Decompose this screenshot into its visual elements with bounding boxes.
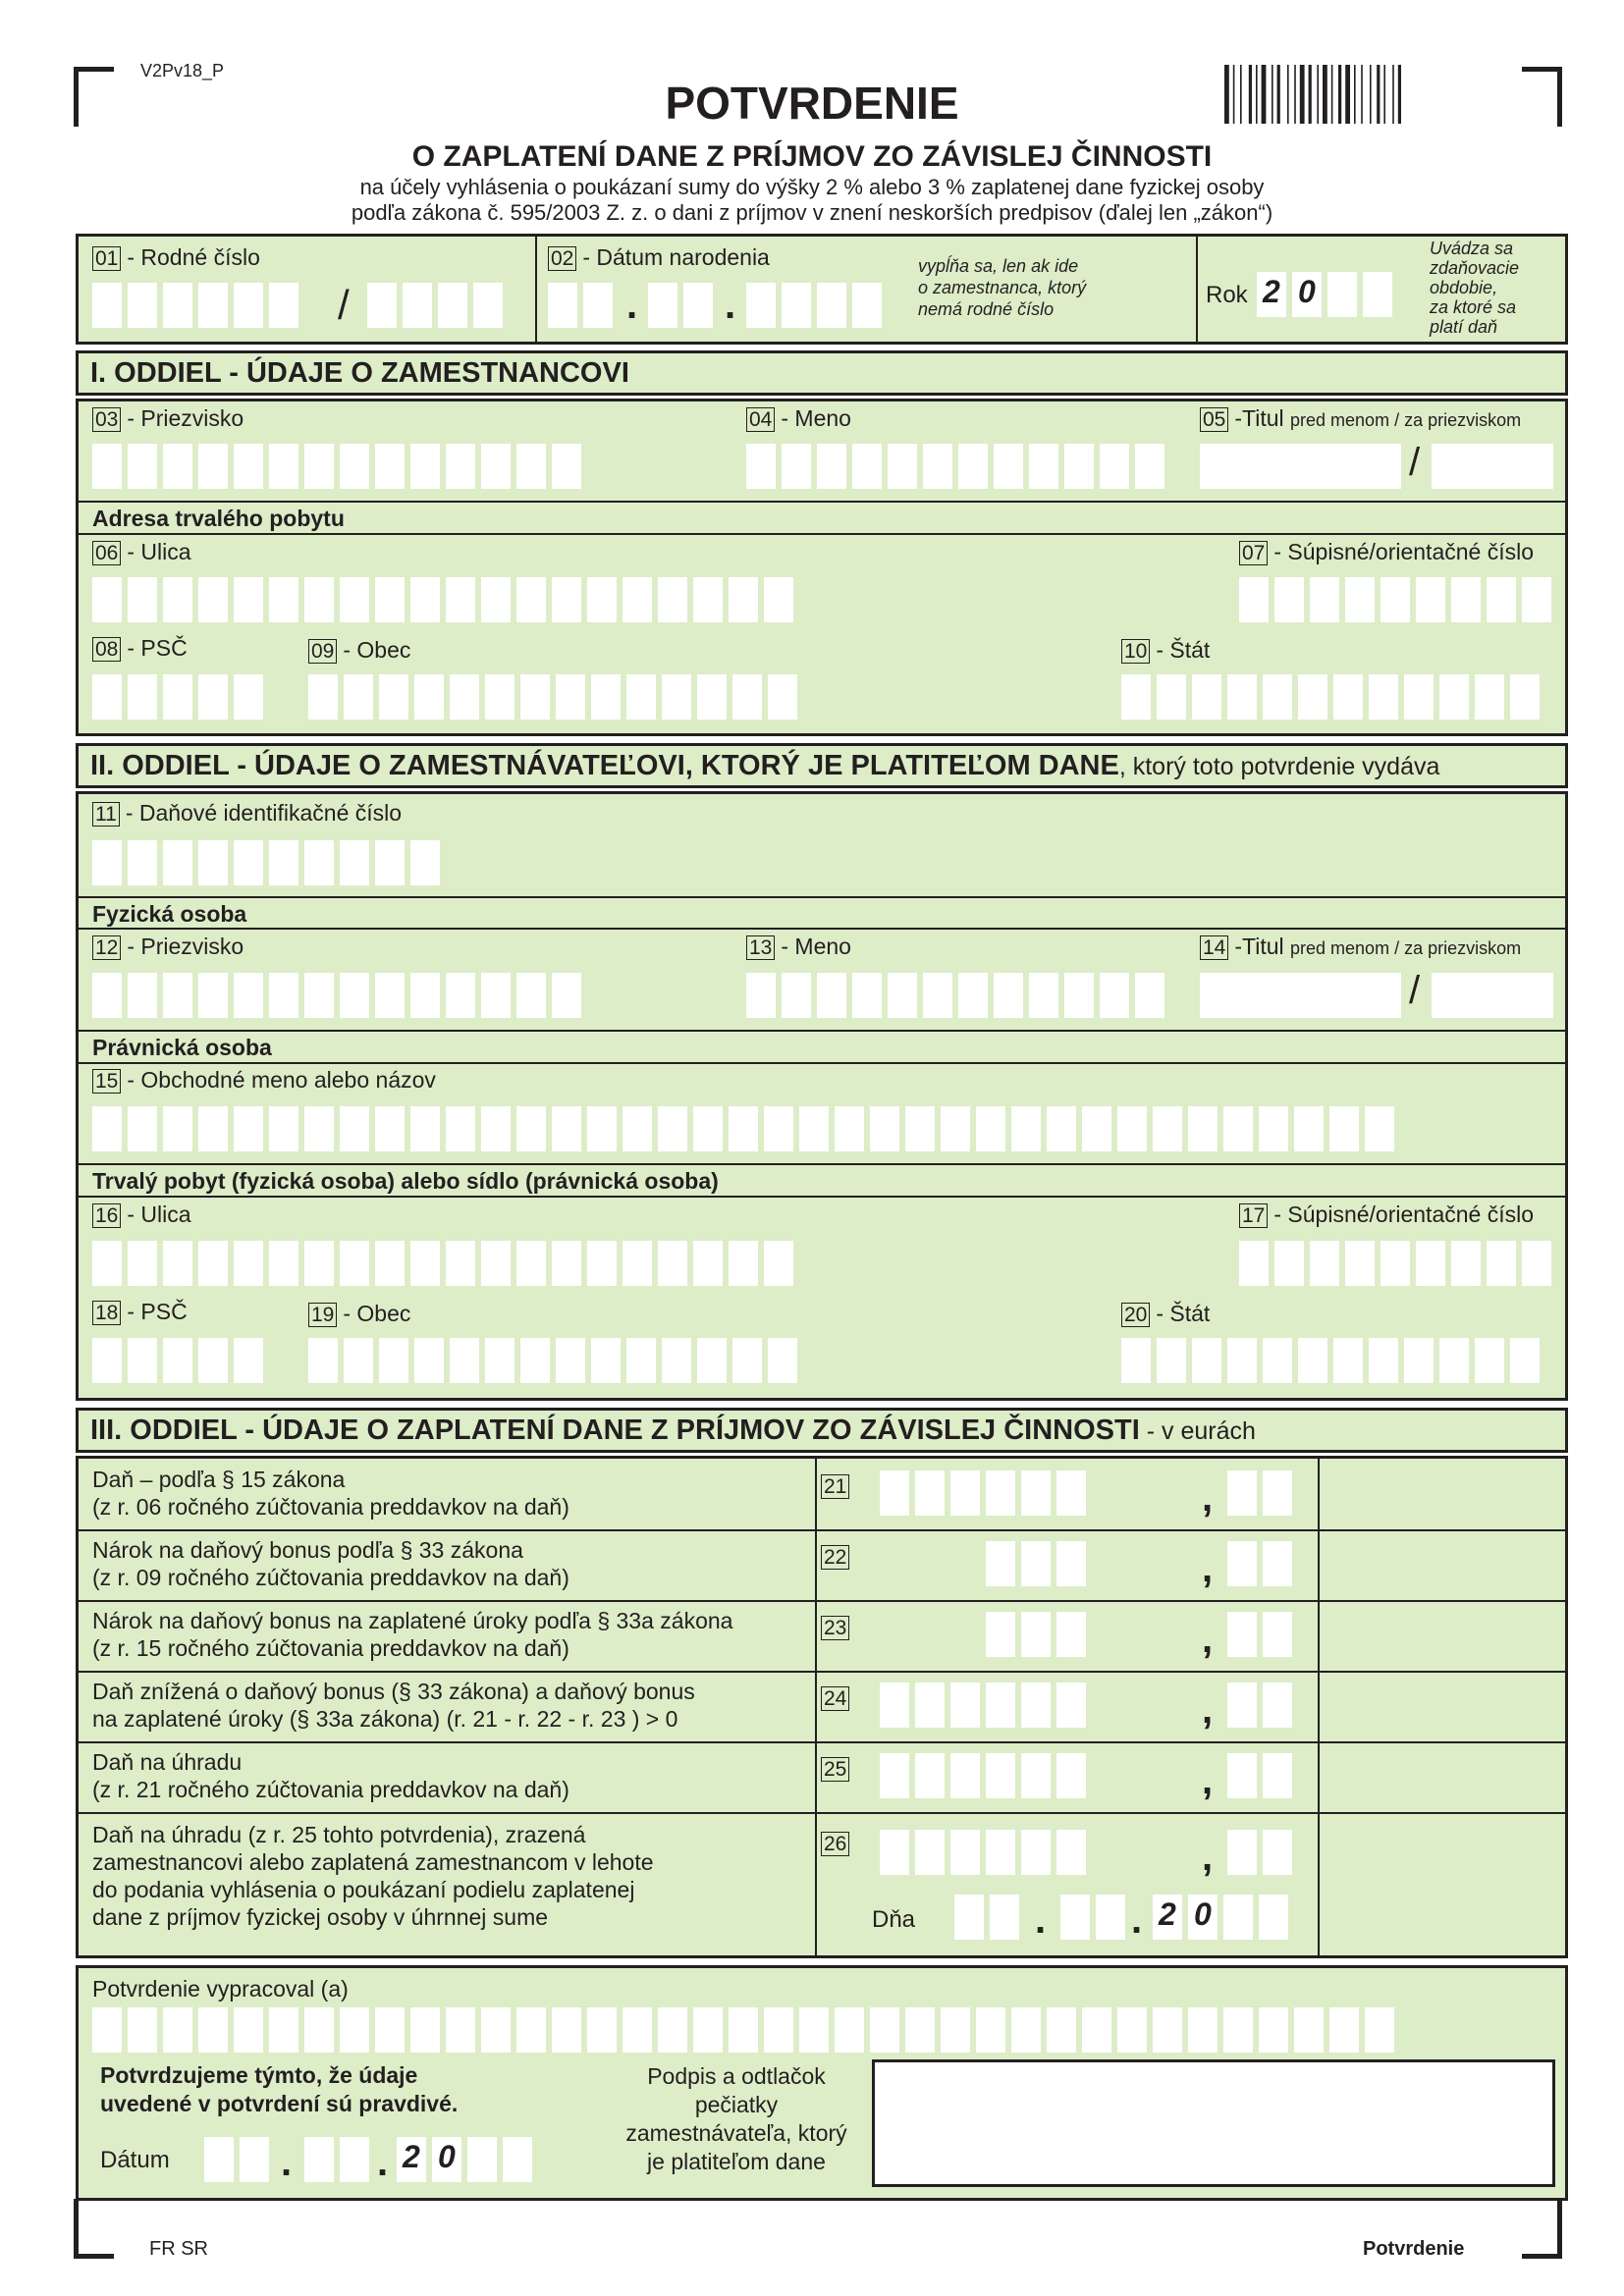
row-23-amount-integer[interactable] [986, 1612, 1086, 1657]
employer-name-input[interactable] [746, 973, 1164, 1018]
employer-title-slash: / [1409, 969, 1421, 1012]
section-1-header [76, 350, 1568, 396]
row-24-line-2: na zaplatené úroky (§ 33a zákona) (r. 21 - r. 22 - r. 23 ) > 0 [92, 1706, 678, 1732]
field-12-label: 12 - Priezvisko [92, 934, 244, 960]
employer-surname-input[interactable] [92, 973, 581, 1018]
confirm-date-day[interactable] [204, 2137, 269, 2182]
row-23-line-1: Nárok na daňový bonus na zaplatené úroky podľa § 33a zákona [92, 1608, 733, 1633]
employer-address-heading: Trvalý pobyt (fyzická osoba) alebo sídlo (právnická osoba) [92, 1168, 719, 1194]
period-note-5: platí daň [1430, 317, 1498, 337]
employee-house-number-input[interactable] [1239, 577, 1551, 622]
employer-title-before-input[interactable] [1200, 973, 1401, 1018]
period-note-2: zdaňovacie [1430, 258, 1520, 278]
row-25-number: 25 [821, 1755, 855, 1782]
period-note-1: Uvádza sa [1430, 239, 1514, 258]
row-21-line-2: (z r. 06 ročného zúčtovania preddavkov na daň) [92, 1494, 569, 1520]
row-26-date-month[interactable] [1060, 1895, 1125, 1940]
title-slash: / [1409, 441, 1421, 484]
row-24-amount-cents[interactable] [1227, 1682, 1292, 1728]
row-26-amount-cents[interactable] [1227, 1830, 1292, 1875]
field-20-label: 20 - Štát [1121, 1301, 1210, 1327]
field-19-label: 19 - Obec [308, 1301, 410, 1327]
signature-stamp-field[interactable] [872, 2059, 1555, 2187]
row-21-number: 21 [821, 1472, 855, 1499]
field-02-label: 02 - Dátum narodenia [548, 244, 770, 271]
field-01-label: 01 - Rodné číslo [92, 244, 260, 271]
row-25-comma: , [1202, 1759, 1214, 1802]
field-09-label: 09 - Obec [308, 637, 410, 664]
crop-mark-bottom-left [74, 2199, 114, 2259]
row-26-amount-integer[interactable] [880, 1830, 1086, 1875]
confirm-date-dot-2: . [377, 2141, 389, 2184]
publisher-label: FR SR [149, 2238, 208, 2260]
row-26-year-digit-1: 2 [1159, 1896, 1176, 1932]
birth-date-dot-2: . [725, 284, 736, 327]
period-note-4: za ktoré sa [1430, 297, 1517, 317]
row-22-comma: , [1202, 1547, 1214, 1590]
natural-person-heading: Fyzická osoba [92, 901, 247, 927]
section-3-header [76, 1408, 1568, 1453]
row-26-comma: , [1202, 1836, 1214, 1879]
row-24-line-1: Daň znížená o daňový bonus (§ 33 zákona) a daňový bonus [92, 1679, 695, 1704]
employer-street-input[interactable] [92, 1241, 793, 1286]
document-name-label: Potvrdenie [1363, 2238, 1465, 2260]
field-04-label: 04 - Meno [746, 405, 851, 432]
row-26-line-1: Daň na úhradu (z r. 25 tohto potvrdenia), zrazená [92, 1822, 586, 1847]
page-subtitle: O ZAPLATENÍ DANE Z PRÍJMOV ZO ZÁVISLEJ ČINNOSTI [411, 140, 1213, 173]
signature-label: Podpis a odtlačok pečiatky zamestnávateľa, ktorý je platiteľom dane [625, 2063, 847, 2174]
row-23-line-2: (z r. 15 ročného zúčtovania preddavkov na daň) [92, 1635, 569, 1661]
row-26-line-2: zamestnancovi alebo zaplatená zamestnancom v lehote [92, 1849, 654, 1875]
section-2-header [76, 743, 1568, 788]
employer-country-input[interactable] [1121, 1338, 1540, 1383]
birth-date-note-1: vypĺňa sa, len ak ide [918, 256, 1079, 276]
employee-title-before-input[interactable] [1200, 444, 1401, 489]
top-identification-block [76, 234, 1568, 345]
row-25-amount-integer[interactable] [880, 1753, 1086, 1798]
birth-number-first-part[interactable] [92, 283, 298, 328]
row-24-comma: , [1202, 1688, 1214, 1732]
field-16-label: 16 - Ulica [92, 1201, 191, 1228]
employer-title-after-input[interactable] [1432, 973, 1553, 1018]
field-14-label: 14 -Titul pred menom / za priezviskom [1200, 934, 1521, 960]
confirm-date-month[interactable] [304, 2137, 369, 2182]
row-separator [79, 1529, 1565, 1531]
employer-tax-id-input[interactable] [92, 840, 440, 885]
employer-postcode-input[interactable] [92, 1338, 263, 1383]
birth-date-note-3: nemá rodné číslo [918, 299, 1055, 319]
row-21-amount-cents[interactable] [1227, 1470, 1292, 1516]
birth-date-day[interactable] [548, 283, 613, 328]
purpose-line-1: na účely vyhlásenia o poukázaní sumy do výšky 2 % alebo 3 % zaplatenej dane fyzickej osoby [359, 175, 1265, 199]
employee-street-input[interactable] [92, 577, 793, 622]
row-separator [79, 1741, 1565, 1743]
employee-postcode-input[interactable] [92, 674, 263, 720]
birth-date-dot-1: . [626, 284, 638, 327]
birth-date-year[interactable] [746, 283, 882, 328]
employee-title-after-input[interactable] [1432, 444, 1553, 489]
page-title: POTVRDENIE [665, 78, 959, 129]
field-03-label: 03 - Priezvisko [92, 405, 244, 432]
row-separator [79, 1671, 1565, 1673]
field-10-label: 10 - Štát [1121, 637, 1210, 664]
employer-house-number-input[interactable] [1239, 1241, 1551, 1286]
employer-municipality-input[interactable] [308, 1338, 797, 1383]
row-separator [79, 1600, 1565, 1602]
confirm-year-digit-1: 2 [403, 2139, 420, 2174]
confirm-year-digit-2: 0 [438, 2139, 456, 2174]
row-22-amount-cents[interactable] [1227, 1541, 1292, 1586]
employee-country-input[interactable] [1121, 674, 1540, 720]
field-13-label: 13 - Meno [746, 934, 851, 960]
field-08-label: 08 - PSČ [92, 635, 188, 662]
row-26-day-label: Dňa [872, 1906, 916, 1933]
row-22-number: 22 [821, 1543, 855, 1570]
row-23-amount-cents[interactable] [1227, 1612, 1292, 1657]
permanent-address-heading: Adresa trvalého pobytu [92, 506, 345, 531]
row-26-date-dot-1: . [1035, 1898, 1047, 1942]
row-separator [79, 1812, 1565, 1814]
employee-surname-input[interactable] [92, 444, 581, 489]
year-label: Rok [1206, 282, 1248, 308]
confirmation-block [76, 1965, 1568, 2201]
row-21-line-1: Daň – podľa § 15 zákona [92, 1467, 346, 1492]
birth-date-note-2: o zamestnanca, ktorý [918, 278, 1087, 297]
row-25-amount-cents[interactable] [1227, 1753, 1292, 1798]
prepared-by-input[interactable] [92, 2007, 1394, 2053]
field-05-label: 05 -Titul pred menom / za priezviskom [1200, 405, 1521, 432]
confirm-line-2: uvedené v potvrdení sú pravdivé. [100, 2091, 459, 2116]
field-06-label: 06 - Ulica [92, 539, 191, 565]
year-digit-2: 0 [1298, 274, 1316, 309]
birth-number-second-part[interactable] [367, 283, 503, 328]
field-11-label: 11 - Daňové identifikačné číslo [92, 800, 402, 827]
form-code: V2Pv18_P [140, 61, 225, 80]
section-2-body [76, 791, 1568, 1401]
year-digit-1: 2 [1263, 274, 1280, 309]
birth-number-slash: / [338, 282, 350, 328]
row-25-line-1: Daň na úhradu [92, 1749, 243, 1775]
birth-date-month[interactable] [648, 283, 713, 328]
employee-municipality-input[interactable] [308, 674, 797, 720]
row-26-date-day[interactable] [954, 1895, 1019, 1940]
row-22-line-1: Nárok na daňový bonus podľa § 33 zákona [92, 1537, 523, 1563]
row-23-comma: , [1202, 1618, 1214, 1661]
confirm-date-dot-1: . [281, 2141, 293, 2184]
section-2-title: II. ODDIEL - ÚDAJE O ZAMESTNÁVATEĽOVI, KTORÝ JE PLATITEĽOM DANE, ktorý toto potvrdenie vydáva [90, 750, 1440, 781]
field-18-label: 18 - PSČ [92, 1299, 188, 1325]
employer-business-name-input[interactable] [92, 1106, 1394, 1151]
legal-person-heading: Právnická osoba [92, 1035, 272, 1060]
section-1-title: I. ODDIEL - ÚDAJE O ZAMESTNANCOVI [90, 357, 629, 389]
prepared-by-label: Potvrdenie vypracoval (a) [92, 1976, 349, 2002]
row-21-comma: , [1202, 1476, 1214, 1520]
row-22-amount-integer[interactable] [986, 1541, 1086, 1586]
confirm-date-label: Dátum [100, 2147, 170, 2173]
row-26-line-3: do podania vyhlásenia o poukázaní podielu zaplatenej [92, 1877, 635, 1902]
period-note-3: obdobie, [1430, 278, 1498, 297]
crop-mark-bottom-right [1522, 2199, 1562, 2259]
row-26-year-digit-2: 0 [1194, 1896, 1212, 1932]
section-3-title: III. ODDIEL - ÚDAJE O ZAPLATENÍ DANE Z PRÍJMOV ZO ZÁVISLEJ ČINNOSTI - v eurách [90, 1415, 1256, 1446]
row-26-date-dot-2: . [1131, 1898, 1143, 1942]
field-15-label: 15 - Obchodné meno alebo názov [92, 1067, 436, 1094]
row-23-number: 23 [821, 1614, 855, 1640]
row-24-amount-integer[interactable] [880, 1682, 1086, 1728]
row-22-line-2: (z r. 09 ročného zúčtovania preddavkov na daň) [92, 1565, 569, 1590]
section-1-body [76, 399, 1568, 736]
section-3-body [76, 1456, 1568, 1958]
field-17-label: 17 - Súpisné/orientačné číslo [1239, 1201, 1534, 1228]
row-25-line-2: (z r. 21 ročného zúčtovania preddavkov na daň) [92, 1777, 569, 1802]
row-26-line-4: dane z príjmov fyzickej osoby v úhrnnej sume [92, 1904, 549, 1930]
field-07-label: 07 - Súpisné/orientačné číslo [1239, 539, 1534, 565]
row-21-amount-integer[interactable] [880, 1470, 1086, 1516]
row-26-number: 26 [821, 1830, 855, 1856]
confirm-line-1: Potvrdzujeme týmto, že údaje [100, 2062, 418, 2088]
row-24-number: 24 [821, 1684, 855, 1711]
employee-name-input[interactable] [746, 444, 1164, 489]
purpose-line-2: podľa zákona č. 595/2003 Z. z. o dani z príjmov v znení neskorších predpisov (ďalej len „zákon“) [351, 200, 1273, 225]
